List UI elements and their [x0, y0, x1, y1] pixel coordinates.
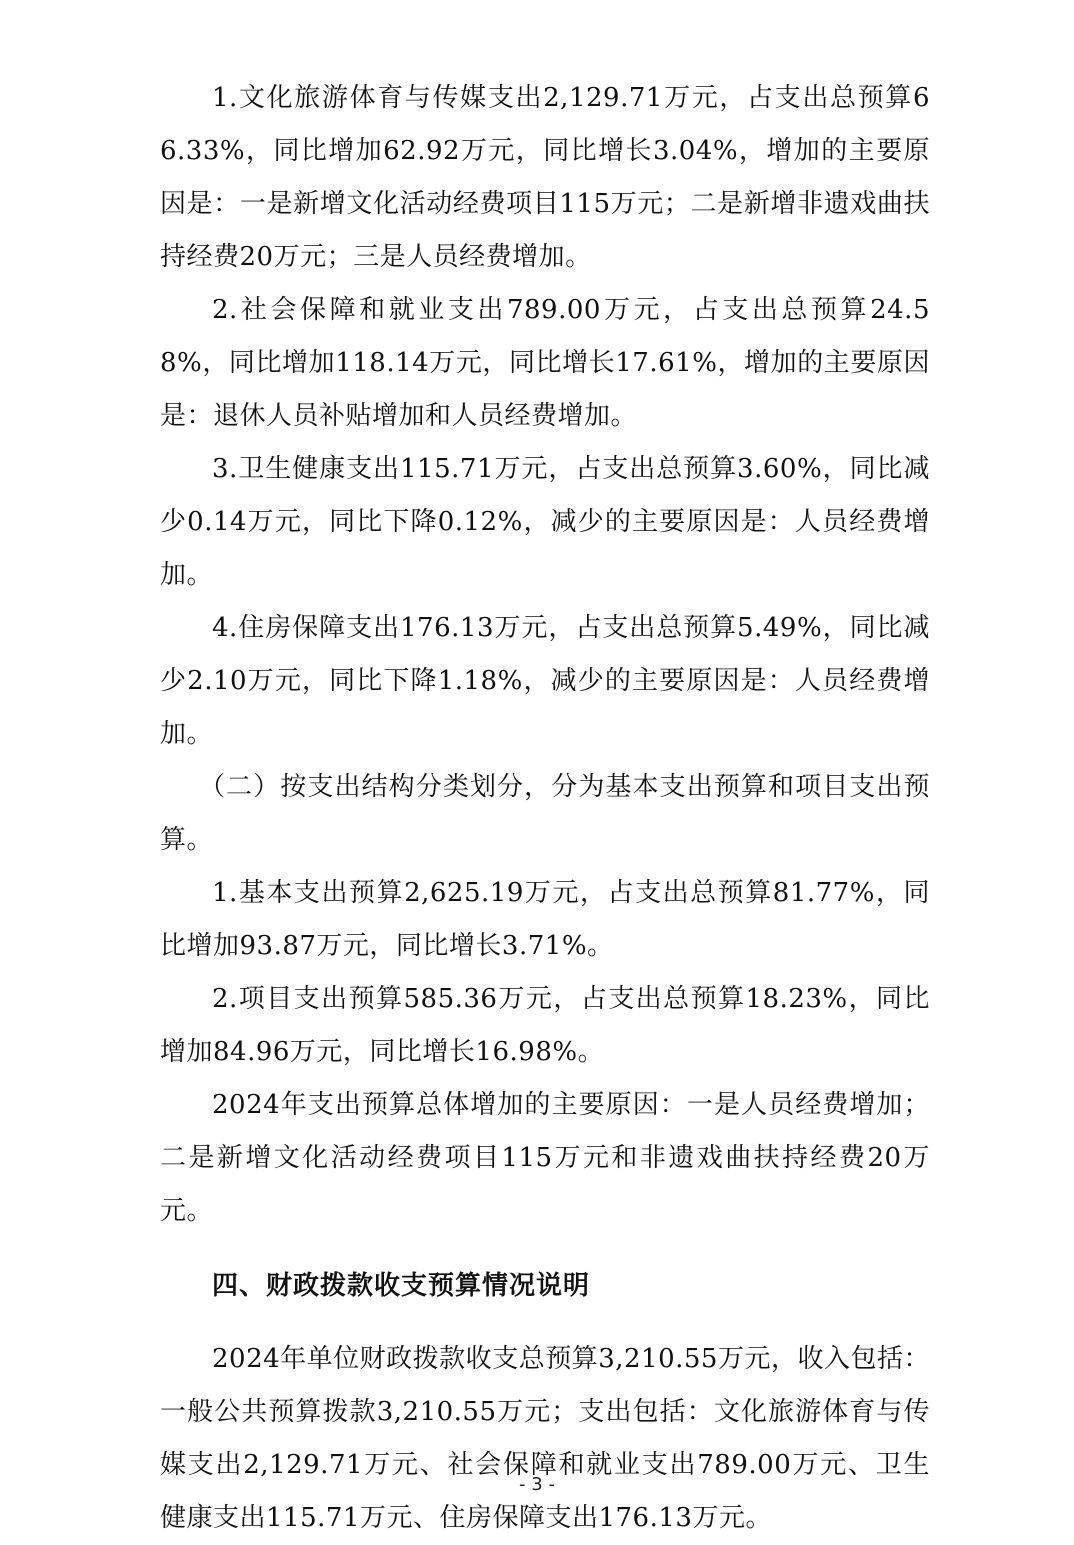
section-heading-fiscal-budget: 四、财政拨款收支预算情况说明: [212, 1271, 591, 1301]
paragraph-fiscal-budget-summary: 2024年单位财政拨款收支总预算3,210.55万元，收入包括：一般公共预算拨款3,210.55万元；支出包括：文化旅游体育与传媒支出2,129.71万元、社会保障和就业支出789.00万元、卫生健康支出115.71万元、住房保障支出176.13万元。: [160, 1344, 930, 1533]
paragraph-health-expenditure: 3.卫生健康支出115.71万元，占支出总预算3.60%，同比减少0.14万元，同比下降0.12%，减少的主要原因是：人员经费增加。: [160, 454, 930, 590]
paragraph-culture-expenditure: 1.文化旅游体育与传媒支出2,129.71万元，占支出总预算66.33%，同比增加62.92万元，同比增长3.04%，增加的主要原因是：一是新增文化活动经费项目115万元；二是新增非遗戏曲扶持经费20万元；三是人员经费增加。: [160, 83, 930, 272]
page-number: - 3 -: [519, 1474, 555, 1495]
paragraph-overall-increase-reason: 2024年支出预算总体增加的主要原因：一是人员经费增加；二是新增文化活动经费项目115万元和非遗戏曲扶持经费20万元。: [160, 1090, 930, 1226]
paragraph-housing-expenditure: 4.住房保障支出176.13万元，占支出总预算5.49%，同比减少2.10万元，同比下降1.18%，减少的主要原因是：人员经费增加。: [160, 613, 930, 749]
paragraph-project-expenditure: 2.项目支出预算585.36万元，占支出总预算18.23%，同比增加84.96万元，同比增长16.98%。: [160, 984, 930, 1067]
document-body: [160, 72, 930, 1545]
paragraph-social-security-expenditure: 2.社会保障和就业支出789.00万元，占支出总预算24.58%，同比增加118.14万元，同比增长17.61%，增加的主要原因是：退休人员补贴增加和人员经费增加。: [160, 295, 930, 431]
paragraph-basic-expenditure: 1.基本支出预算2,625.19万元，占支出总预算81.77%，同比增加93.87万元，同比增长3.71%。: [160, 878, 930, 961]
paragraph-structure-classification: （二）按支出结构分类划分，分为基本支出预算和项目支出预算。: [160, 772, 930, 855]
